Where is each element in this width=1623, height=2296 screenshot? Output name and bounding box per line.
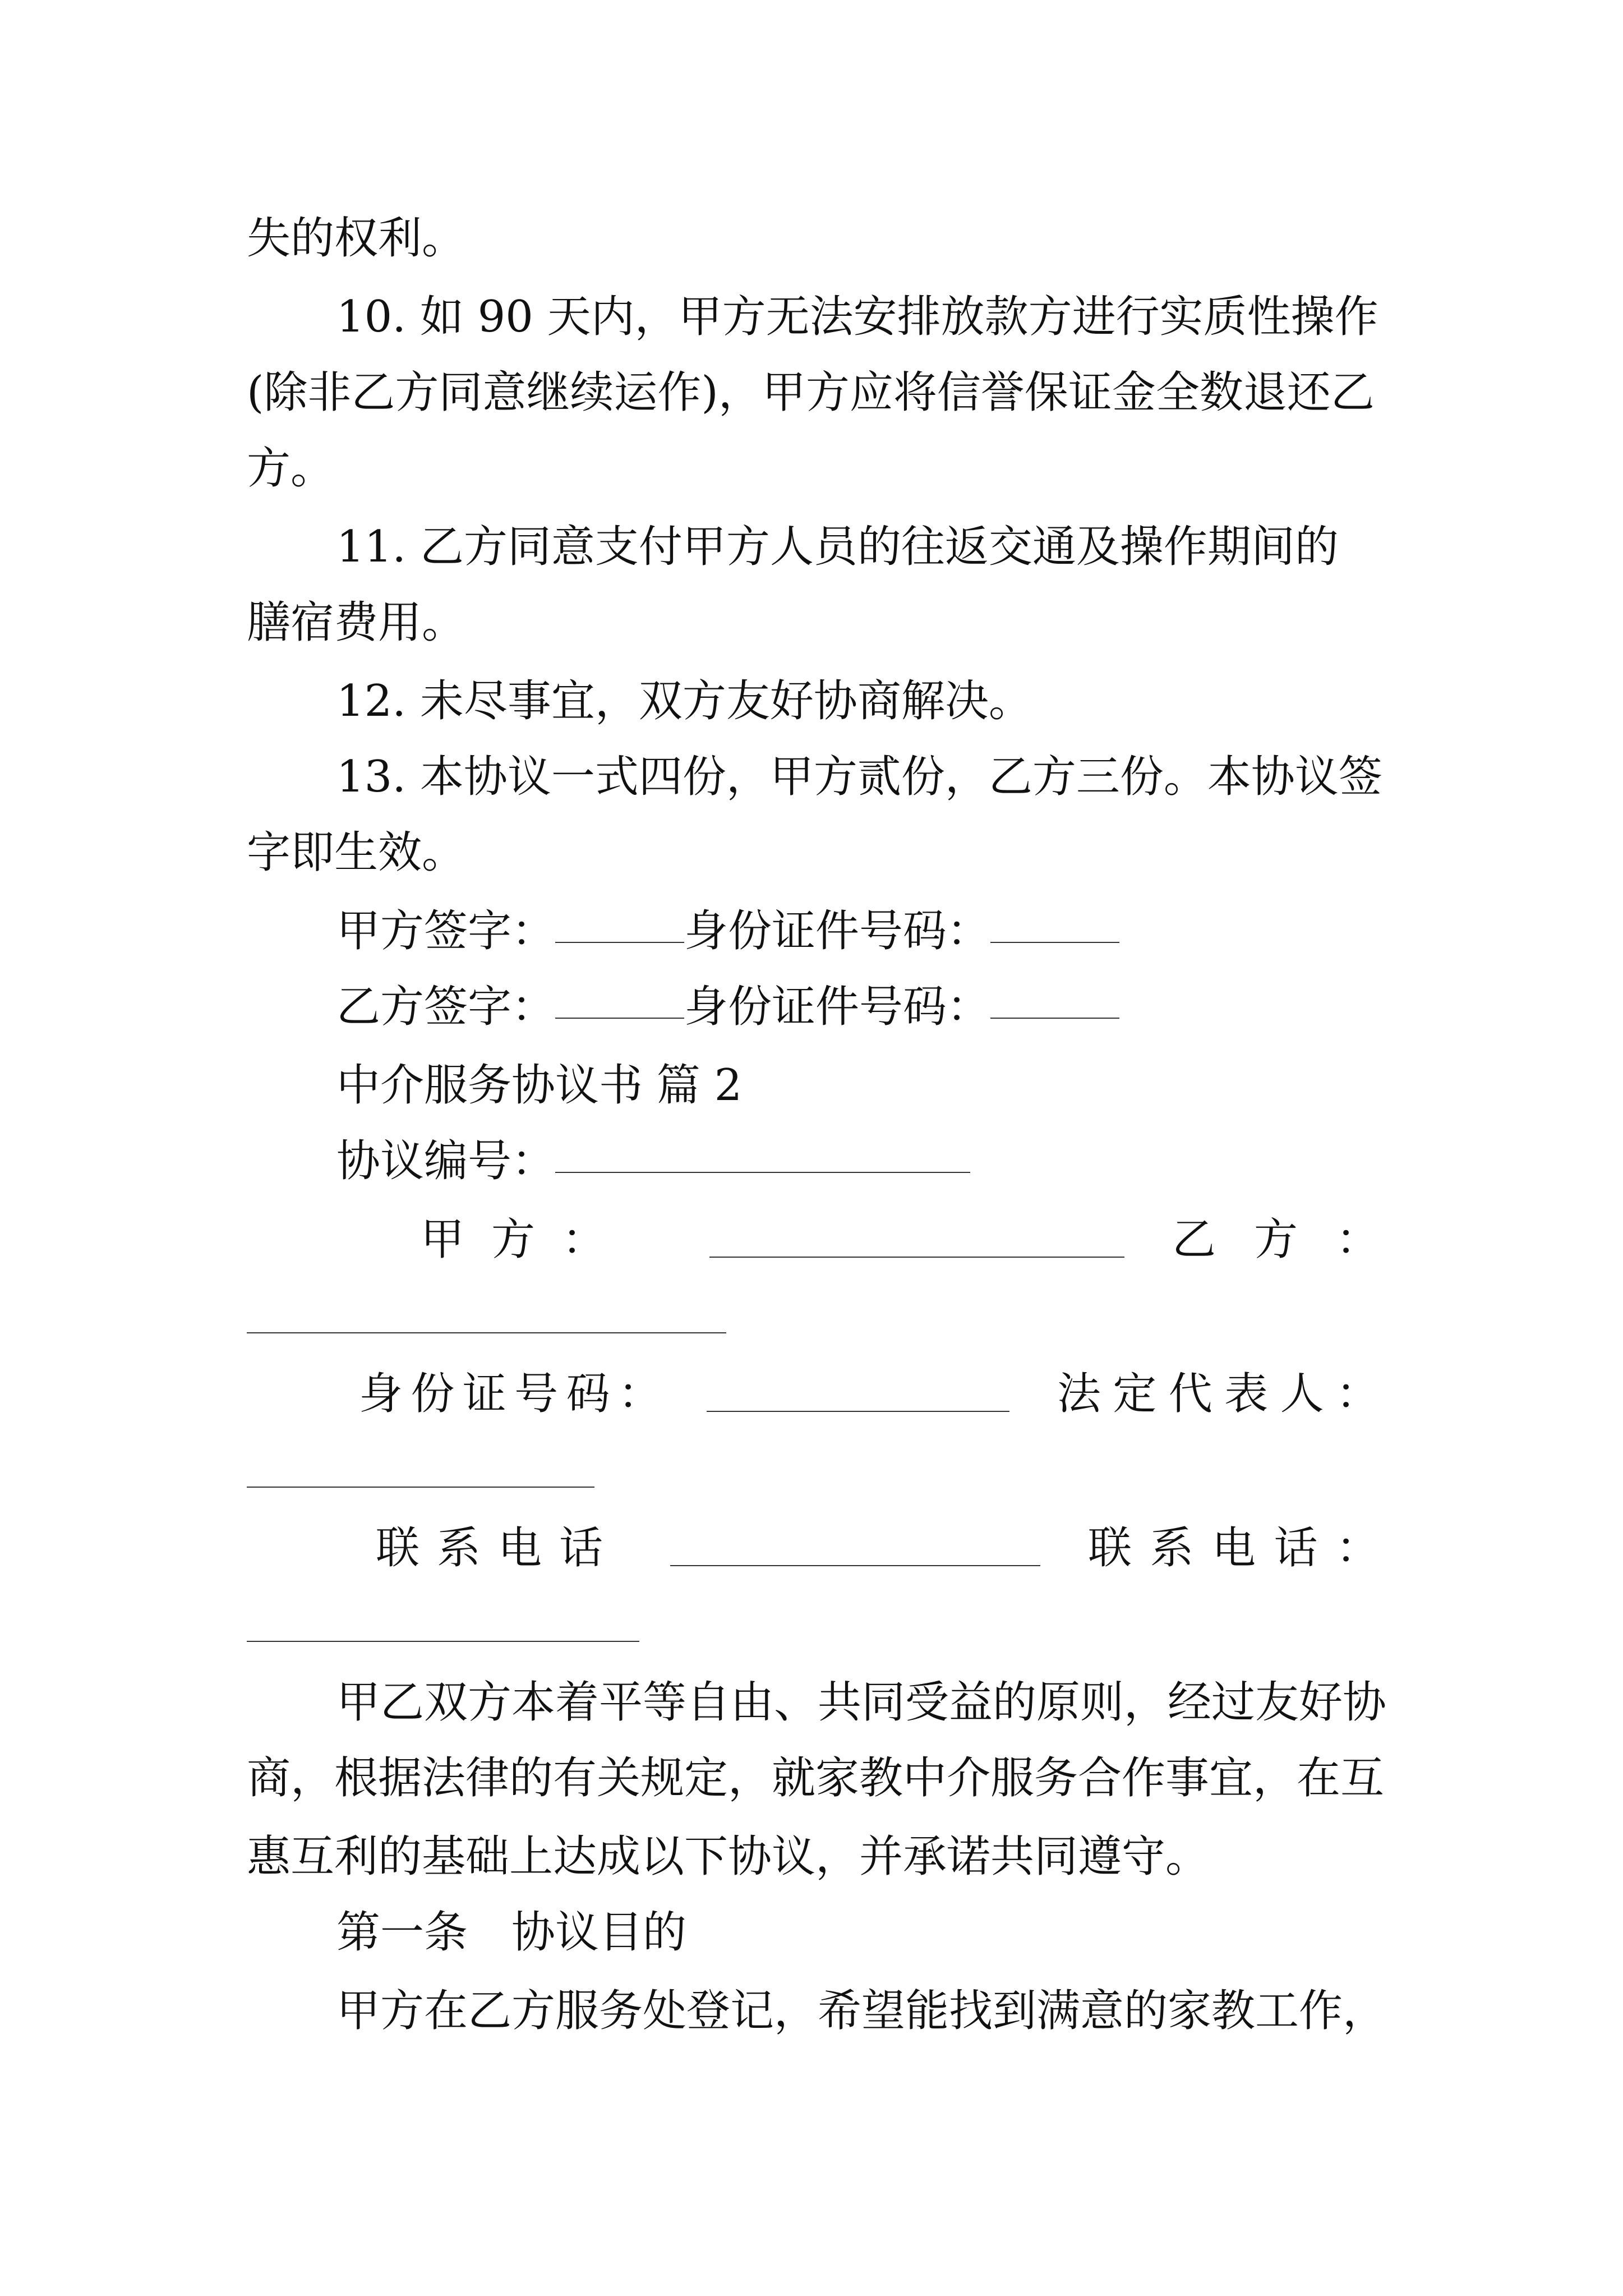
- id-card-blank: [707, 1411, 1009, 1412]
- section-title: 中介服务协议书 篇 2: [336, 1060, 743, 1111]
- legal-rep-label: 法 定 代 表 人 ：: [1057, 1369, 1380, 1419]
- body-paragraph-line-1: 甲乙双方本着平等自由、共同受益的原则，经过友好协: [336, 1677, 1387, 1728]
- clause-10-line-1: [336, 289, 1385, 345]
- body-paragraph-line-2: 商，根据法律的有关规定，就家教中介服务合作事宜，在互: [247, 1753, 1385, 1803]
- party-a-signature-row: [336, 903, 1385, 959]
- party-a-sign-blank: [555, 919, 684, 943]
- text-line: 失的权利。: [247, 213, 466, 264]
- party-b-blank: [247, 1332, 726, 1333]
- clause-12: 12. 未尽事宜，双方友好协商解决。: [336, 676, 1032, 726]
- party-a-label: 甲 方 ：: [421, 1214, 606, 1265]
- id-card-label: 身 份 证 号 码 ：: [359, 1369, 662, 1419]
- party-a-blank: [709, 1257, 1124, 1258]
- article-1-title: 第一条 协议目的: [336, 1907, 687, 1958]
- clause-13-line-1: 13. 本协议一式四份，甲方贰份，乙方三份。本协议签: [336, 752, 1382, 802]
- party-b-sign-label: 乙方签字：: [336, 982, 556, 1032]
- clause-11-line-2: 膳宿费用。: [247, 597, 466, 648]
- party-b-label: 乙 方 ：: [1172, 1214, 1380, 1265]
- phone-a-label: 联 系 电 话: [376, 1523, 603, 1573]
- agreement-number-label: 协议编号：: [336, 1136, 556, 1186]
- party-a-id-blank: [990, 919, 1119, 943]
- legal-rep-blank: [247, 1487, 594, 1488]
- body-paragraph-line-3: 惠互利的基础上达成以下协议，并承诺共同遵守。: [247, 1832, 1210, 1882]
- party-a-sign-label: 甲方签字：: [336, 906, 556, 956]
- text-line: 10. 如 90 天内，甲方无法安排放款方进行实质性操作: [336, 292, 1378, 342]
- clause-11-line-1: 11. 乙方同意支付甲方人员的往返交通及操作期间的: [336, 522, 1339, 572]
- party-b-signature-row: [336, 979, 1385, 1035]
- party-b-id-blank: [990, 995, 1119, 1019]
- party-b-sign-blank: [555, 995, 684, 1019]
- clause-10-line-3: 方。: [247, 443, 335, 494]
- id-number-label: 身份证件号码：: [684, 906, 991, 956]
- phone-b-blank: [247, 1641, 639, 1642]
- article-1-text: 甲方在乙方服务处登记，希望能找到满意的家教工作，: [336, 1986, 1387, 2036]
- id-number-label: 身份证件号码：: [684, 982, 991, 1032]
- agreement-number-row: [336, 1133, 1385, 1189]
- agreement-number-blank: [555, 1149, 970, 1173]
- phone-a-blank: [670, 1565, 1040, 1566]
- phone-b-label: 联 系 电 话 ：: [1088, 1523, 1380, 1573]
- clause-13-line-2: 字即生效。: [247, 827, 466, 878]
- clause-10-line-2: (除非乙方同意继续运作)，甲方应将信誉保证金全数退还乙: [247, 367, 1375, 418]
